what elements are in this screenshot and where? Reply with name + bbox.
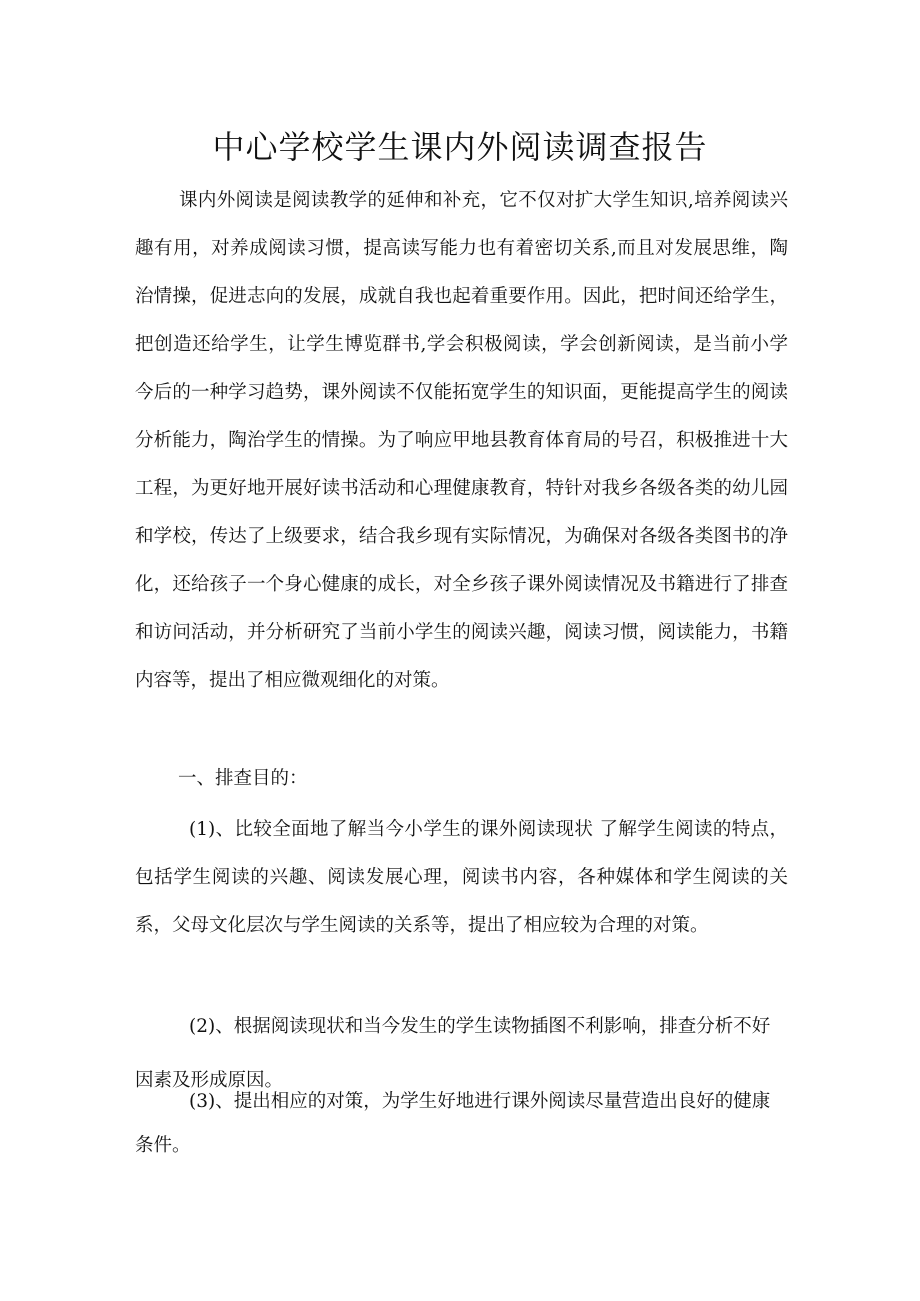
document-title: 中心学校学生课内外阅读调查报告 <box>212 128 708 166</box>
purpose-item-1: (1)、比较全面地了解当今小学生的课外阅读现状 了解学生阅读的特点，包括学生阅读的兴趣、阅读发展心理，阅读书内容，各种媒体和学生阅读的关系，父母文化层次与学生阅读的关系等，提出了相应较为合理的对策。 <box>135 819 788 936</box>
purpose-item-2: (2)、根据阅读现状和当今发生的学生读物插图不利影响，排查分析不好因素及形成原因。 <box>135 1016 771 1091</box>
intro-paragraph: 课内外阅读是阅读教学的延伸和补充，它不仅对扩大学生知识,培养阅读兴趣有用，对养成阅读习惯，提高读写能力也有着密切关系,而且对发展思维，陶治情操，促进志向的发展，成就自我也起着重要作用。因此，把时间还给学生，把创造还给学生，让学生博览群书,学会积极阅读，学会创新阅读，是当前小学今后的一种学习趋势，课外阅读不仅能拓宽学生的知识面，更能提高学生的阅读分析能力，陶治学生的情操。为了响应甲地县教育体育局的号召，积极推进十大工程，为更好地开展好读书活动和心理健康教育，特针对我乡各级各类的幼儿园和学校，传达了上级要求，结合我乡现有实际情况，为确保对各级各类图书的净化，还给孩子一个身心健康的成长，对全乡孩子课外阅读情况及书籍进行了排查和访问活动，并分析研究了当前小学生的阅读兴趣，阅读习惯，阅读能力，书籍内容等，提出了相应微观细化的对策。 <box>135 190 788 691</box>
purpose-item-3: (3)、提出相应的对策，为学生好地进行课外阅读尽量营造出良好的健康条件。 <box>135 1091 771 1156</box>
section-heading: 一、排查目的： <box>178 768 308 789</box>
